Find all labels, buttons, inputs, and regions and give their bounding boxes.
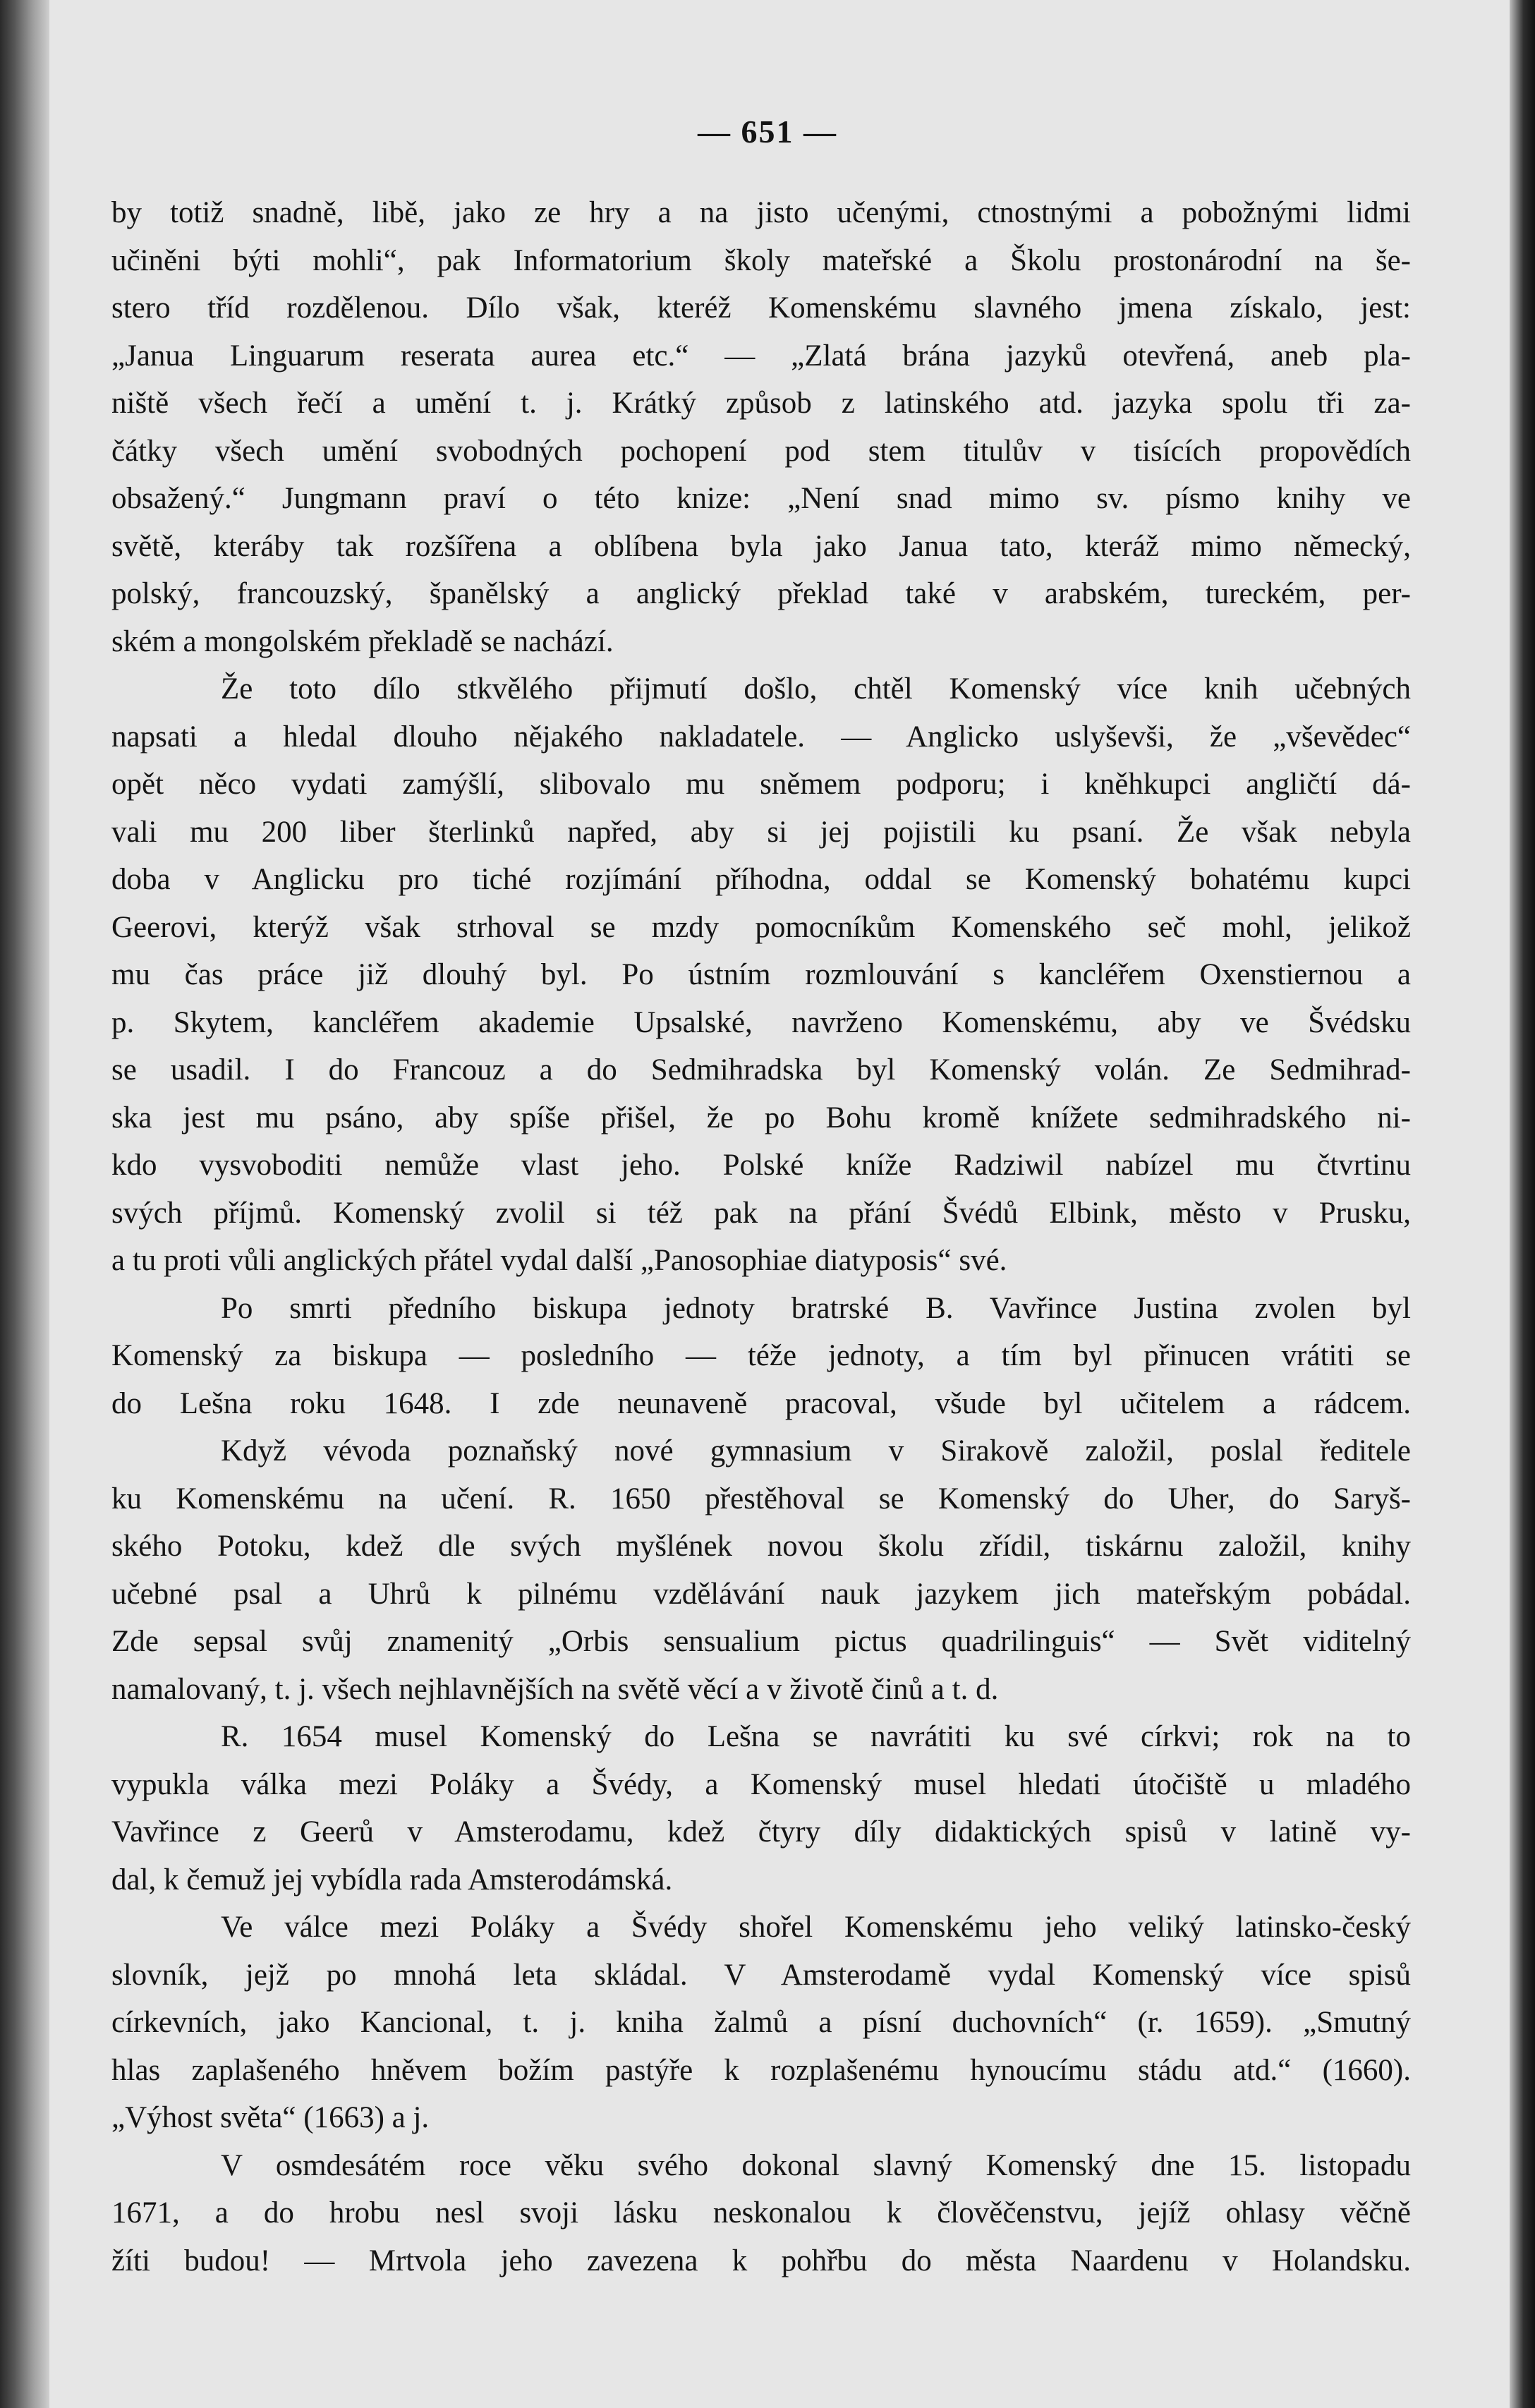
text-line: učebné psal a Uhrů k pilnému vzdělávání nauk jazykem jich mateřským pobádal. [111, 1577, 1411, 1611]
text-line: namalovaný, t. j. všech nejhlavnějších na světě věcí a v životě činů a t. d. [111, 1672, 999, 1706]
text-line: kdo vysvoboditi nemůže vlast jeho. Polské kníže Radziwil nabízel mu čtvrtinu [111, 1149, 1411, 1182]
text-line: Vavřince z Geerů v Amsterodamu, kdež čtyry díly didaktických spisů v latině vy- [111, 1815, 1411, 1849]
text-line: dal, k čemuž jej vybídla rada Amsterodámská. [111, 1863, 673, 1896]
page-edge [1510, 0, 1535, 2408]
text-line: ku Komenskému na učení. R. 1650 přestěhoval se Komenský do Uher, do Saryš- [111, 1482, 1411, 1515]
text-line: Po smrti předního biskupa jednoty bratrské B. Vavřince Justina zvolen byl [221, 1291, 1411, 1325]
text-line: by totiž snadně, libě, jako ze hry a na jisto učenými, ctnostnými a pobožnými lidmi [111, 196, 1411, 229]
text-line: mu čas práce již dlouhý byl. Po ústním rozmlouvání s kancléřem Oxenstiernou a [111, 958, 1411, 991]
text-line: církevních, jako Kancional, t. j. kniha žalmů a písní duchovních“ (r. 1659). „Smutný [111, 2006, 1411, 2039]
text-line: Geerovi, kterýž však strhoval se mzdy pomocníkům Komenského seč mohl, jelikož [111, 910, 1411, 944]
text-line: ského Potoku, kdež dle svých myšlének novou školu zřídil, tiskárnu založil, knihy [111, 1530, 1411, 1563]
text-line: stero tříd rozdělenou. Dílo však, kteréž Komenskému slavného jmena získalo, jest: [111, 291, 1411, 325]
text-line: a tu proti vůli anglických přátel vydal další „Panosophiae diatyposis“ své. [111, 1244, 1007, 1277]
text-line: hlas zaplašeného hněvem božím pastýře k rozplašenému hynoucímu stádu atd.“ (1660). [111, 2053, 1411, 2087]
text-line: slovník, jejž po mnohá leta skládal. V Amsterodamě vydal Komenský více spisů [111, 1958, 1411, 1992]
text-line: žíti budou! — Mrtvola jeho zavezena k pohřbu do města Naardenu v Holandsku. [111, 2244, 1411, 2277]
text-line: učiněni býti mohli“, pak Informatorium školy mateřské a Školu prostonárodní na še- [111, 243, 1411, 277]
text-line: obsažený.“ Jungmann praví o této knize: „Není snad mimo sv. písmo knihy ve [111, 482, 1411, 515]
text-line: vali mu 200 liber šterlinků napřed, aby si jej pojistili ku psaní. Že však nebyla [111, 815, 1411, 849]
text-line: svých příjmů. Komenský zvolil si též pak na přání Švédů Elbink, město v Prusku, [111, 1196, 1411, 1230]
body-text [111, 189, 1411, 2285]
text-line: „Výhost světa“ (1663) a j. [111, 2101, 430, 2134]
text-line: Ve válce mezi Poláky a Švédy shořel Komenskému jeho veliký latinsko-český [221, 1911, 1411, 1944]
text-line: doba v Anglicku pro tiché rozjímání příhodna, oddal se Komenský bohatému kupci [111, 863, 1411, 896]
text-line: R. 1654 musel Komenský do Lešna se navrátiti ku své církvi; rok na to [221, 1720, 1411, 1753]
text-line: Komenský za biskupa — posledního — téže jednoty, a tím byl přinucen vrátiti se [111, 1339, 1411, 1372]
text-line: světě, kteráby tak rozšířena a oblíbena byla jako Janua tato, kteráž mimo německý, [111, 529, 1411, 563]
text-line: opět něco vydati zamýšlí, slibovalo mu sněmem podporu; i kněhkupci angličtí dá- [111, 768, 1411, 801]
text-line: napsati a hledal dlouho nějakého nakladatele. — Anglicko uslyševši, že „vševědec“ [111, 720, 1411, 754]
text-line: se usadil. I do Francouz a do Sedmihradska byl Komenský volán. Ze Sedmihrad- [111, 1053, 1411, 1087]
book-spine-shadow [0, 0, 49, 2408]
text-line: p. Skytem, kancléřem akademie Upsalské, navrženo Komenskému, aby ve Švédsku [111, 1005, 1411, 1039]
text-line: „Janua Linguarum reserata aurea etc.“ — „Zlatá brána jazyků otevřená, aneb pla- [111, 339, 1411, 373]
text-line: do Lešna roku 1648. I zde neunaveně pracoval, všude byl učitelem a rádcem. [111, 1386, 1411, 1420]
text-line: niště všech řečí a umění t. j. Krátký způsob z latinského atd. jazyka spolu tři za- [111, 387, 1411, 420]
text-line: čátky všech umění svobodných pochopení pod stem titulův v tisících propovědích [111, 434, 1411, 468]
text-line: polský, francouzský, španělský a anglický překlad také v arabském, tureckém, per- [111, 577, 1411, 610]
text-line: ském a mongolském překladě se nachází. [111, 624, 614, 658]
text-line: Zde sepsal svůj znamenitý „Orbis sensualium pictus quadrilinguis“ — Svět viditelný [111, 1625, 1411, 1658]
text-line: Že toto dílo stkvělého přijmutí došlo, chtěl Komenský více knih učebných [221, 672, 1411, 706]
text-line: vypukla válka mezi Poláky a Švédy, a Komenský musel hledati útočiště u mladého [111, 1767, 1411, 1801]
text-line: 1671, a do hrobu nesl svoji lásku neskonalou k člověčenstvu, jejíž ohlasy věčně [111, 2196, 1411, 2229]
page-number: — 651 — [698, 114, 837, 150]
text-line: Když vévoda poznaňský nové gymnasium v Sirakově založil, poslal ředitele [221, 1434, 1411, 1468]
text-line: V osmdesátém roce věku svého dokonal slavný Komenský dne 15. listopadu [221, 2148, 1411, 2182]
text-line: ska jest mu psáno, aby spíše přišel, že po Bohu kromě knížete sedmihradského ni- [111, 1101, 1411, 1135]
